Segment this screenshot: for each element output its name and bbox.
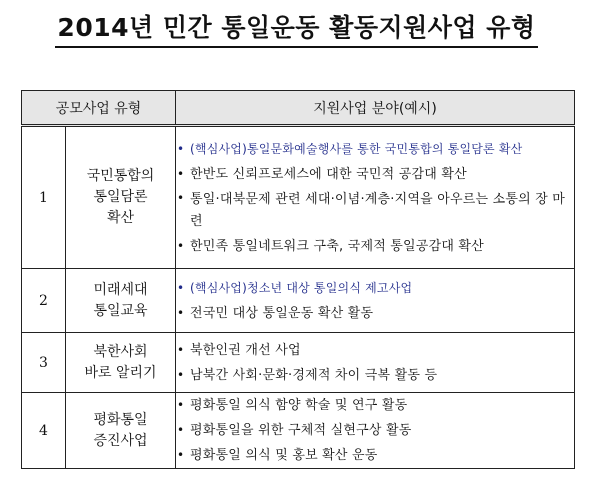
list-item-text: 통일·대북문제 관련 세대·이념·계층·지역을 아우르는 소통의 장 마련 <box>190 191 566 229</box>
header-support-field: 지원사업 분야(예시) <box>176 91 575 126</box>
table-row <box>22 269 575 333</box>
program-category: 평화통일 증진사업 <box>66 393 176 469</box>
support-items-list <box>176 137 574 259</box>
list-item-text: 한반도 신뢰프로세스에 대한 국민적 공감대 확산 <box>190 166 467 182</box>
list-item <box>176 338 574 363</box>
support-items-cell <box>176 333 575 393</box>
header-program-type: 공모사업 유형 <box>22 91 176 126</box>
bullet-icon: • <box>177 398 185 412</box>
list-item <box>176 234 574 259</box>
bullet-icon: • <box>177 367 185 382</box>
bullet-icon: • <box>177 342 185 357</box>
list-item <box>176 418 574 443</box>
bullet-icon: • <box>177 280 185 295</box>
support-items-cell <box>176 126 575 269</box>
table-row <box>22 126 575 269</box>
table-row <box>22 333 575 393</box>
list-item-text: 평화통일 의식 및 홍보 확산 운동 <box>190 448 378 463</box>
list-item <box>176 301 574 326</box>
bullet-icon: • <box>177 190 185 205</box>
support-items-cell <box>176 269 575 333</box>
list-item-text: 전국민 대상 통일운동 확산 활동 <box>190 305 374 321</box>
support-items-list <box>176 338 574 388</box>
list-item <box>176 187 574 234</box>
program-category: 북한사회 바로 알리기 <box>66 333 176 393</box>
support-items-list <box>176 393 574 468</box>
program-category: 미래세대 통일교육 <box>66 269 176 333</box>
list-item-text: 평화통일 의식 함양 학술 및 연구 활동 <box>190 398 408 413</box>
program-category: 국민통합의 통일담론 확산 <box>66 126 176 269</box>
support-program-table <box>21 90 575 469</box>
list-item <box>176 137 574 162</box>
bullet-icon: • <box>177 305 185 320</box>
list-item <box>176 276 574 301</box>
list-item <box>176 393 574 418</box>
list-item <box>176 443 574 468</box>
page-title <box>0 8 593 48</box>
row-number: 3 <box>22 333 66 393</box>
list-item-text: 북한인권 개선 사업 <box>190 342 301 358</box>
table-row <box>22 393 575 469</box>
support-items-cell <box>176 393 575 469</box>
list-item-text: (핵심사업)청소년 대상 통일의식 제고사업 <box>190 280 413 295</box>
row-number: 2 <box>22 269 66 333</box>
support-items-list <box>176 276 574 326</box>
row-number: 4 <box>22 393 66 469</box>
list-item <box>176 162 574 187</box>
table-header-row <box>22 91 575 126</box>
bullet-icon: • <box>177 141 185 156</box>
bullet-icon: • <box>177 166 185 181</box>
table-body <box>22 126 575 469</box>
page-title-text: 2014년 민간 통일운동 활동지원사업 유형 <box>55 8 537 48</box>
bullet-icon: • <box>177 238 185 253</box>
list-item-text: 한민족 통일네트워크 구축, 국제적 통일공감대 확산 <box>190 238 484 254</box>
list-item-text: (핵심사업)통일문화예술행사를 통한 국민통합의 통일담론 확산 <box>190 141 523 156</box>
list-item-text: 남북간 사회·문화·경제적 차이 극복 활동 등 <box>190 367 438 383</box>
bullet-icon: • <box>177 448 185 462</box>
row-number: 1 <box>22 126 66 269</box>
bullet-icon: • <box>177 423 185 437</box>
list-item <box>176 363 574 388</box>
list-item-text: 평화통일을 위한 구체적 실현구상 활동 <box>190 423 412 438</box>
